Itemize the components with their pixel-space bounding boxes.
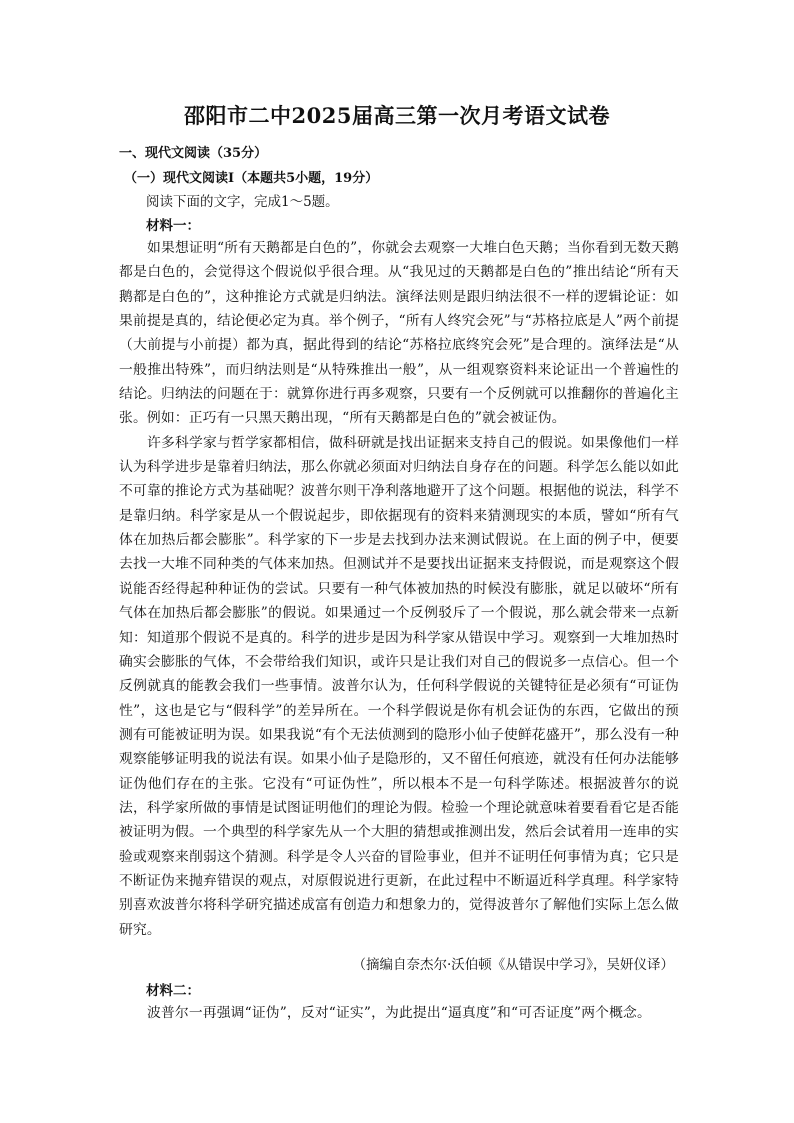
section-heading: 一、现代文阅读（35分） bbox=[119, 146, 268, 161]
material1-paragraph-2: 许多科学家与哲学家都相信，做科研就是找出证据来支持自己的假说。如果像他们一样认为科学进步是靠着归纳法，那么你就必须面对归纳法自身存在的问题。科学怎么能以如此不可靠的推论方式为基础呢？波普尔则干净利落地避开了这个问题。根据他的说法，科学不是靠归纳。科学家是从一个假说起步，即依据现有的资料来猜测现实的本质，譬如“所有气体在加热后都会膨胀”。科学家的下一步是去找到办法来测试假说。在上面的例子中，便要去找一大堆不同种类的气体来加热。但测试并不是要找出证据来支持假说，而是观察这个假说能否经得起种种证伪的尝试。只要有一种气体被加热的时候没有膨胀，就足以破坏“所有气体在加热后都会膨胀”的假说。如果通过一个反例驳斥了一个假说，那么就会带来一点新知：知道那个假说不是真的。科学的进步是因为科学家从错误中学习。观察到一大堆加热时确实会膨胀的气体，不会带给我们知识，或许只是让我们对自己的假说多一点信心。但一个反例就真的能教会我们一些事情。波普尔认为，任何科学假说的关键特征是必须有“可证伪性”，这也是它与“假科学”的差异所在。一个科学假说是你有机会证伪的东西，它做出的预测有可能被证明为误。如果我说“有个无法侦测到的隐形小仙子使鲜花盛开”，那么没有一种观察能够证明我的说法有误。如果小仙子是隐形的，又不留任何痕迹，就没有任何办法能够证伪他们存在的主张。它没有“可证伪性”，所以根本不是一句科学陈述。根据波普尔的说法，科学家所做的事情是试图证明他们的理论为假。检验一个理论就意味着要看看它是否能被证明为假。一个典型的科学家先从一个大胆的猜想或推测出发，然后会试着用一连串的实验或观察来削弱这个猜测。科学是令人兴奋的冒险事业，但并不证明任何事情为真；它只是不断证伪来抛弃错误的观点，对原假说进行更新，在此过程中不断逼近科学真理。科学家特别喜欢波普尔将科学研究描述成富有创造力和想象力的，觉得波普尔了解他们实际上怎么做研究。 bbox=[119, 434, 679, 938]
material2-paragraph-1: 波普尔一再强调“证伪”，反对“证实”，为此提出“逼真度”和“可否证度”两个概念。 bbox=[147, 1005, 651, 1021]
material1-body bbox=[119, 236, 679, 942]
exam-title: 邵阳市二中2025届高三第一次月考语文试卷 bbox=[184, 103, 610, 128]
subsection-heading: （一）现代文阅读Ⅰ（本题共5小题，19分） bbox=[124, 171, 379, 186]
instruction-text: 阅读下面的文字，完成1～5题。 bbox=[146, 194, 339, 210]
material1-label: 材料一： bbox=[146, 218, 200, 234]
material2-body bbox=[119, 1001, 679, 1025]
material1-paragraph-1: 如果想证明“所有天鹅都是白色的”，你就会去观察一大堆白色天鹅；当你看到无数天鹅都是白色的，会觉得这个假说似乎很合理。从“我见过的天鹅都是白色的”推出结论“所有天鹅都是白色的”，这种推论方式就是归纳法。演绎法则是跟归纳法很不一样的逻辑论证：如果前提是真的，结论便必定为真。举个例子，“所有人终究会死”与“苏格拉底是人”两个前提（大前提与小前提）都为真，据此得到的结论“苏格拉底终究会死”是合理的。演绎法是“从一般推出特殊”，而归纳法则是“从特殊推出一般”，从一组观察资料来论证出一个普遍性的结论。归纳法的问题在于：就算你进行再多观察，只要有一个反例就可以推翻你的普遍化主张。例如：正巧有一只黑天鹅出现，“所有天鹅都是白色的”就会被证伪。 bbox=[119, 240, 679, 427]
material2-label: 材料二： bbox=[146, 983, 200, 999]
source-citation: （摘编自奈杰尔·沃伯顿《从错误中学习》，吴妍仪译） bbox=[352, 957, 674, 973]
